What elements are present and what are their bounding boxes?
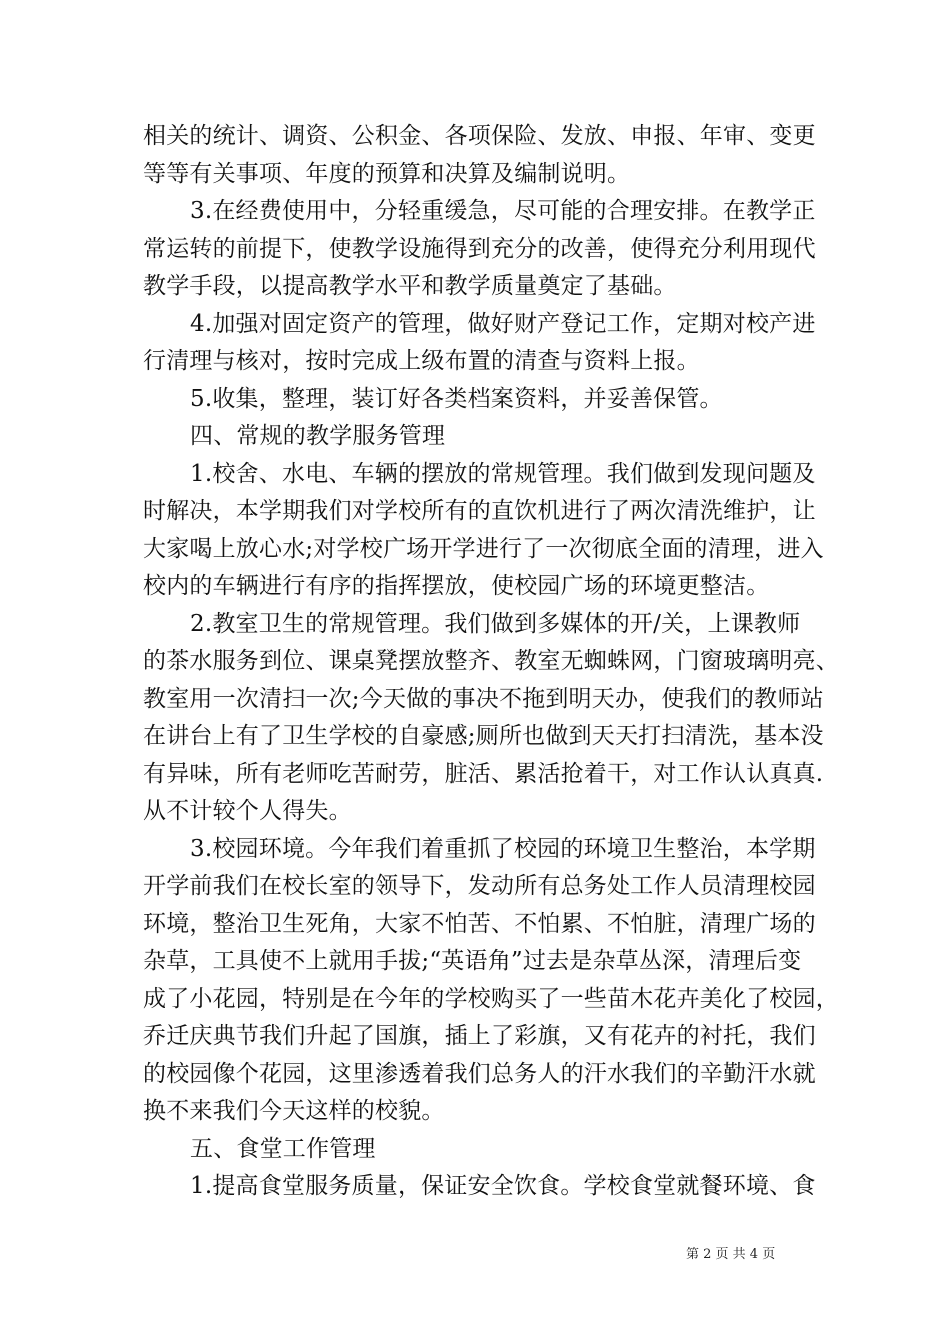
text-line: 有异味，所有老师吃苦耐劳，脏活、累活抢着干，对工作认认真真. [143, 760, 824, 787]
text-line: 成了小花园，特别是在今年的学校购买了一些苗木花卉美化了校园， [143, 985, 839, 1012]
text-line: 开学前我们在校长室的领导下，发动所有总务处工作人员清理校园 [143, 873, 816, 899]
text-line: 时解决，本学期我们对学校所有的直饮机进行了两次清洗维护，让 [143, 498, 816, 524]
text-line: 乔迁庆典节我们升起了国旗，插上了彩旗，又有花卉的衬托，我们 [143, 1023, 816, 1049]
document-body [143, 118, 839, 1206]
section-heading: 五、食堂工作管理 [190, 1135, 376, 1162]
text-line: 等等有关事项、年度的预算和决算及编制说明。 [143, 160, 631, 187]
text-line: 常运转的前提下，使教学设施得到充分的改善，使得充分利用现代 [143, 235, 816, 262]
text-line: 2.教室卫生的常规管理。我们做到多媒体的开/关，上课教师 [190, 610, 801, 637]
text-line: 3.在经费使用中，分轻重缓急，尽可能的合理安排。在教学正 [190, 198, 816, 224]
text-line: 教学手段，以提高教学水平和教学质量奠定了基础。 [143, 273, 677, 299]
text-line: 从不计较个人得失。 [143, 798, 352, 824]
text-line: 1.校舍、水电、车辆的摆放的常规管理。我们做到发现问题及 [190, 460, 816, 487]
text-line: 1.提高食堂服务质量，保证安全饮食。学校食堂就餐环境、食 [190, 1173, 816, 1199]
text-line: 环境，整治卫生死角，大家不怕苦、不怕累、不怕脏，清理广场的 [143, 910, 816, 937]
text-line: 换不来我们今天这样的校貌。 [143, 1098, 445, 1124]
text-line: 4.加强对固定资产的管理，做好财产登记工作，定期对校产进 [190, 310, 816, 337]
text-line: 的校园像个花园，这里渗透着我们总务人的汗水我们的辛勤汗水就 [143, 1060, 816, 1087]
text-line: 教室用一次清扫一次;今天做的事决不拖到明天办，使我们的教师站 [143, 685, 824, 712]
section-heading: 四、常规的教学服务管理 [190, 423, 446, 449]
text-line: 校内的车辆进行有序的指挥摆放，使校园广场的环境更整洁。 [143, 573, 770, 599]
text-line: 的茶水服务到位、课桌凳摆放整齐、教室无蜘蛛网，门窗玻璃明亮、 [143, 648, 839, 674]
page-number-footer: 第 2 页 共 4 页 [686, 1247, 776, 1262]
text-line: 行清理与核对，按时完成上级布置的清查与资料上报。 [143, 348, 700, 374]
text-line: 相关的统计、调资、公积金、各项保险、发放、申报、年审、变更 [143, 123, 816, 149]
text-line: 杂草，工具使不上就用手拔;“英语角”过去是杂草丛深，清理后变 [143, 948, 802, 974]
text-line: 3.校园环境。今年我们着重抓了校园的环境卫生整治，本学期 [190, 835, 816, 862]
text-line: 大家喝上放心水;对学校广场开学进行了一次彻底全面的清理，进入 [143, 535, 824, 562]
text-line: 5.收集，整理，装订好各类档案资料，并妥善保管。 [190, 385, 723, 412]
text-line: 在讲台上有了卫生学校的自豪感;厕所也做到天天打扫清洗，基本没 [143, 723, 824, 749]
